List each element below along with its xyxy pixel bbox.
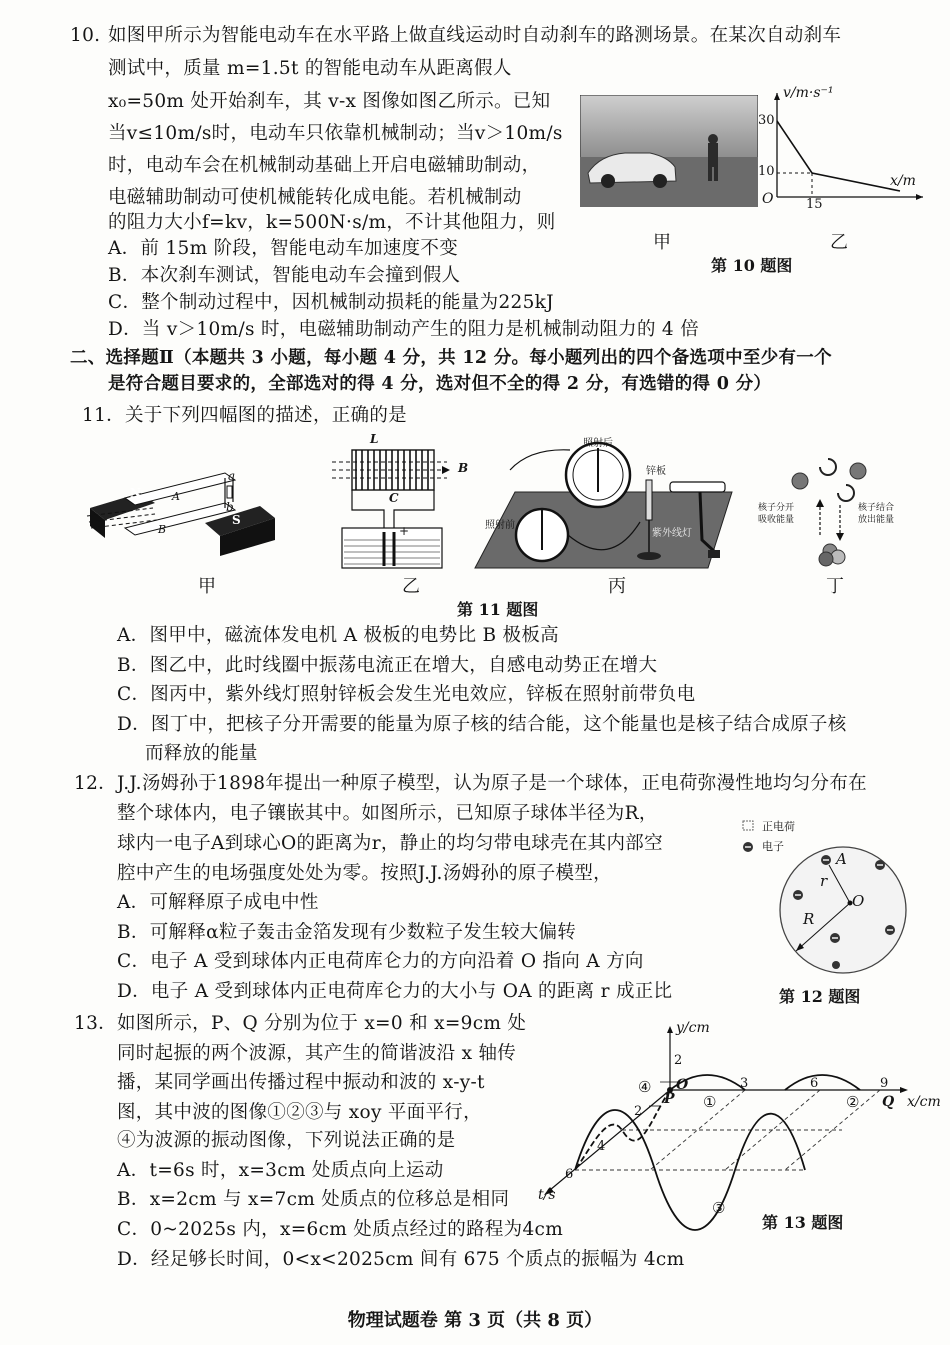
- q11-stem: 11．关于下列四幅图的描述，正确的是: [82, 405, 407, 426]
- q10-line-1: 如图甲所示为智能电动车在水平路上做直线运动时自动刹车的路测场景。在某次自动刹车: [108, 25, 842, 46]
- q11-fig-label-jia: 甲: [198, 576, 216, 597]
- q13-tick-x9: 9: [880, 1076, 889, 1091]
- q11-yi-plus: +: [399, 524, 410, 538]
- q11-option-d-cont: 而释放的能量: [145, 743, 258, 764]
- q10-number: 10.: [70, 25, 101, 46]
- q11-jia-B: B: [158, 523, 167, 536]
- q13-option-c: C．0~2025s 内，x=6cm 处质点经过的路程为4cm: [117, 1219, 564, 1240]
- q11-jia-n: N: [130, 486, 141, 500]
- q13-line-5: ④为波源的振动图像，下列说法正确的是: [117, 1130, 456, 1151]
- q12-caption: 第 12 题图: [779, 987, 861, 1006]
- q13-line-4: 图，其中波的图像①②③与 xoy 平面平行，: [117, 1102, 482, 1123]
- q13-line-1: 13．如图所示，P、Q 分别为位于 x=0 和 x=9cm 处: [74, 1013, 527, 1034]
- q12-label-R: R: [803, 910, 815, 928]
- q13-tick-y2: 2: [674, 1053, 683, 1068]
- q13-circle-4: ④: [638, 1078, 652, 1096]
- q12-option-b: B．可解释α粒子轰击金箔发现有少数粒子发生较大偏转: [117, 922, 577, 943]
- q13-caption: 第 13 题图: [762, 1213, 844, 1232]
- q12-label-O: O: [852, 892, 865, 910]
- q12-option-d: D．电子 A 受到球体内正电荷库仑力的大小与 OA 的距离 r 成正比: [117, 981, 673, 1002]
- q13-option-b: B．x=2cm 与 x=7cm 处质点的位移总是相同: [117, 1189, 510, 1210]
- q10-option-b: B．本次刹车测试，智能电动车会撞到假人: [108, 265, 461, 286]
- q12-legend-icons: [740, 820, 760, 860]
- q10-fig-label-yi: 乙: [830, 232, 848, 253]
- q13-y-axis-label: y/cm: [676, 1020, 710, 1036]
- q12-label-r: r: [820, 872, 828, 890]
- q13-circle-2: ②: [846, 1093, 860, 1111]
- q11-yi-L: L: [370, 432, 379, 446]
- q10-graph-x-axis: x/m: [890, 173, 916, 189]
- q13-option-a: A．t=6s 时，x=3cm 处质点向上运动: [117, 1160, 444, 1181]
- q10-graph-yi: [755, 85, 930, 215]
- q10-line-4: 当v≤10m/s时，电动车只依靠机械制动；当v＞10m/s: [108, 123, 563, 144]
- q13-line-2: 同时起振的两个波源，其产生的简谐波沿 x 轴传: [117, 1043, 517, 1064]
- q10-caption: 第 10 题图: [711, 256, 793, 275]
- q11-yi-C: C: [389, 491, 399, 505]
- section2-line-2: 是符合题目要求的，全部选对的得 4 分，选对但不全的得 2 分，有选错的得 0 分）: [108, 374, 772, 394]
- q11-option-d: D．图丁中，把核子分开需要的能量为原子核的结合能，这个能量也是核子结合成原子核: [117, 714, 847, 735]
- q11-bing-after: 照射后: [583, 438, 613, 449]
- q12-label-A: A: [836, 850, 847, 868]
- q11-option-c: C．图丙中，紫外线灯照射锌板会发生光电效应，锌板在照射前带负电: [117, 684, 696, 705]
- q10-line-3: x₀=50m 处开始刹车，其 v-x 图像如图乙所示。已知: [108, 91, 551, 112]
- q13-option-d: D．经足够长时间，0<x<2025cm 间有 675 个质点的振幅为 4cm: [117, 1249, 685, 1270]
- q13-origin-label: O: [676, 1077, 689, 1093]
- q13-P-label: P: [664, 1091, 675, 1107]
- q11-jia-A: A: [172, 490, 180, 503]
- q13-tick-t4: 4: [597, 1139, 606, 1154]
- q10-graph-y-axis: v/m·s⁻¹: [783, 85, 834, 101]
- q13-Q-label: Q: [882, 1094, 895, 1110]
- q13-xyt-graph: [530, 1020, 940, 1235]
- q12-legend-neg: 电子: [762, 840, 784, 853]
- q13-t-axis-label: t/s: [538, 1187, 556, 1203]
- q12-line-2: 整个球体内，电子镶嵌其中。如图所示，已知原子球体半径为R，: [117, 803, 658, 824]
- q13-circle-1: ①: [703, 1093, 717, 1111]
- q11-option-b: B．图乙中，此时线圈中振荡电流正在增大，自感电动势正在增大: [117, 655, 658, 676]
- q10-option-d: D．当 v＞10m/s 时，电磁辅助制动产生的阻力是机械制动阻力的 4 倍: [108, 319, 699, 340]
- q13-circle-3: ③: [712, 1199, 726, 1217]
- q11-ding-right: 核子结合放出能量: [858, 503, 895, 525]
- q13-tick-x3: 3: [740, 1076, 749, 1091]
- q11-fig-label-yi: 乙: [402, 576, 420, 597]
- q10-graph-origin: O: [762, 191, 774, 207]
- q11-yi-B: B: [458, 461, 469, 475]
- q10-line-2: 测试中，质量 m=1.5t 的智能电动车从距离假人: [108, 58, 512, 79]
- q13-tick-t6: 6: [565, 1167, 574, 1182]
- q11-caption: 第 11 题图: [457, 600, 539, 619]
- q11-ding-left: 核子分开吸收能量: [758, 503, 795, 525]
- q11-fig-bing: [470, 430, 740, 572]
- q10-line-7: 的阻力大小f=kv，k=500N·s/m，不计其他阻力，则: [108, 212, 556, 233]
- q10-graph-tick-30: 30: [758, 113, 775, 128]
- q12-option-a: A．可解释原子成电中性: [117, 892, 319, 913]
- q11-jia-b: b: [226, 500, 234, 514]
- q10-graph-tick-10: 10: [758, 164, 775, 179]
- q13-tick-x6: 6: [810, 1076, 819, 1091]
- q13-line-3: 播，某同学画出传播过程中振动和波的 x-y-t: [117, 1072, 485, 1093]
- q11-bing-before: 照射前: [485, 520, 515, 531]
- page-footer: 物理试题卷 第 3 页（共 8 页）: [347, 1310, 603, 1331]
- q11-fig-label-bing: 丙: [608, 576, 626, 597]
- q10-fig-label-jia: 甲: [653, 232, 671, 253]
- q12-line-1: 12．J.J.汤姆孙于1898年提出一种原子模型，认为原子是一个球体，正电荷弥漫性地均匀分布在: [74, 773, 867, 794]
- q11-jia-a: a: [228, 469, 236, 483]
- q10-photo-jia: [580, 95, 758, 207]
- q10-line-5: 时，电动车会在机械制动基础上开启电磁辅助制动，: [108, 155, 541, 176]
- q11-bing-lamp: 紫外线灯: [652, 528, 692, 539]
- q13-tick-t2: 2: [634, 1104, 643, 1119]
- q10-option-c: C．整个制动过程中，因机械制动损耗的能量为225kJ: [108, 292, 554, 313]
- q11-jia-s: S: [232, 513, 241, 527]
- q11-option-a: A．图甲中，磁流体发电机 A 极板的电势比 B 极板高: [117, 625, 559, 646]
- q13-x-axis-label: x/cm: [907, 1094, 941, 1110]
- q12-line-3: 球内一电子A到球心O的距离为r，静止的均匀带电球壳在其内部空: [117, 833, 663, 854]
- q11-fig-jia: [85, 468, 280, 563]
- q12-line-4: 腔中产生的电场强度处处为零。按照J.J.汤姆孙的原子模型，: [117, 863, 612, 884]
- q11-fig-yi: [322, 440, 457, 572]
- q10-graph-tick-15: 15: [806, 197, 823, 212]
- section2-line-1: 二、选择题Ⅱ（本题共 3 小题，每小题 4 分，共 12 分。每小题列出的四个备选项中至少有一个: [70, 348, 832, 368]
- q10-option-a: A．前 15m 阶段，智能电动车加速度不变: [108, 238, 459, 259]
- q12-legend-pos: 正电荷: [762, 820, 795, 833]
- q11-fig-label-ding: 丁: [826, 576, 844, 597]
- q11-bing-plate: 锌板: [646, 466, 666, 477]
- q10-line-6: 电磁辅助制动可使机械能转化成电能。若机械制动: [108, 187, 522, 208]
- q12-option-c: C．电子 A 受到球体内正电荷库仑力的方向沿着 O 指向 A 方向: [117, 951, 644, 972]
